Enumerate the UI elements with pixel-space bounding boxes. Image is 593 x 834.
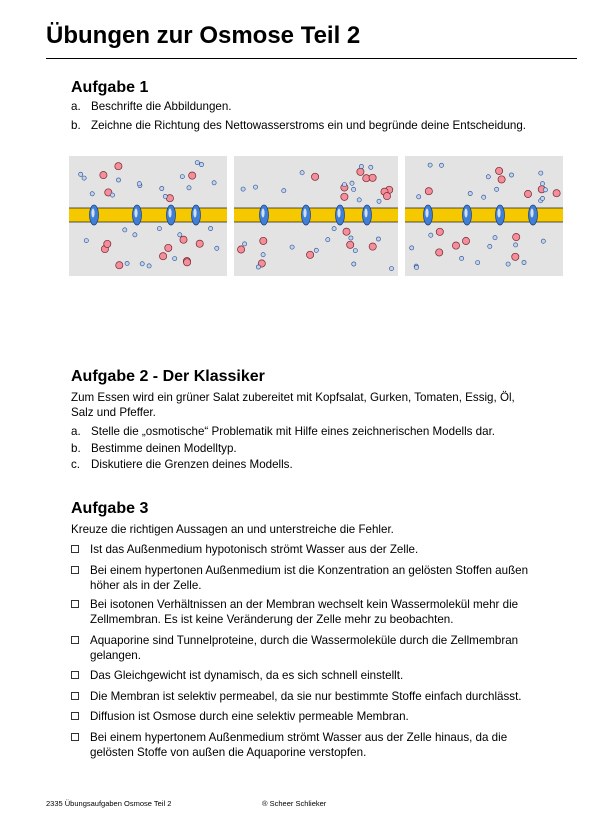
water-molecule: [241, 187, 245, 191]
water-molecule: [116, 178, 120, 182]
title-divider: [46, 58, 577, 59]
solute-particle: [260, 237, 267, 244]
water-molecule: [476, 261, 480, 265]
task2-item-c-text: Diskutiere die Grenzen deines Modells.: [91, 458, 293, 471]
task3-checkbox-6[interactable]: [71, 692, 79, 700]
water-molecule: [137, 182, 141, 186]
water-molecule: [90, 192, 94, 196]
water-molecule: [209, 226, 213, 230]
solute-particle: [180, 236, 187, 243]
water-molecule: [133, 233, 137, 237]
solute-particle: [369, 243, 376, 250]
water-molecule: [357, 198, 361, 202]
osmosis-figure-2: [234, 156, 398, 276]
water-molecule: [243, 242, 247, 246]
solute-particle: [312, 173, 319, 180]
task2-item-a-text: Stelle die „osmotische“ Problematik mit Hilfe eines zeichnerischen Modells dar.: [91, 425, 496, 438]
water-molecule: [180, 175, 184, 179]
water-molecule: [326, 238, 330, 242]
water-molecule: [282, 189, 286, 193]
water-molecule: [541, 239, 545, 243]
water-molecule: [389, 267, 393, 271]
solute-particle: [104, 240, 111, 247]
solute-particle: [436, 228, 443, 235]
solute-particle: [436, 249, 443, 256]
water-molecule: [428, 163, 432, 167]
task2-item-a-label: a.: [71, 425, 81, 438]
task1-item-a-label: a.: [71, 100, 81, 113]
water-molecule: [110, 193, 114, 197]
task3-statement-2-line-2: höher als in der Zelle.: [90, 579, 202, 592]
solute-particle: [165, 244, 172, 251]
aquaporin-highlight: [168, 209, 171, 218]
aquaporin-highlight: [303, 209, 306, 218]
water-molecule: [352, 187, 356, 191]
task1-item-a: [71, 99, 232, 114]
solute-particle: [160, 253, 167, 260]
task3-statement-5-line-1: Das Gleichgewicht ist dynamisch, da es sich schnell einstellt.: [90, 669, 404, 682]
water-molecule: [539, 171, 543, 175]
water-molecule: [353, 249, 357, 253]
task3-statement-2-line-1: Bei einem hypertonen Außenmedium ist die Konzentration an gelösten Stoffen außen: [90, 564, 529, 577]
water-molecule: [514, 243, 518, 247]
task3-intro: Kreuze die richtigen Aussagen an und unterstreiche die Fehler.: [71, 523, 394, 536]
water-molecule: [509, 173, 513, 177]
solute-particle: [115, 163, 122, 170]
water-molecule: [163, 194, 167, 198]
task3-checkbox-7[interactable]: [71, 712, 79, 720]
water-molecule: [199, 162, 203, 166]
water-molecule: [160, 186, 164, 190]
solute-particle: [369, 174, 376, 181]
aquaporin-highlight: [464, 209, 467, 218]
task2-heading: Aufgabe 2 - Der Klassiker: [71, 368, 265, 385]
aquaporin-highlight: [134, 209, 137, 218]
water-molecule: [376, 237, 380, 241]
solute-particle: [343, 228, 350, 235]
water-molecule: [414, 265, 418, 269]
water-molecule: [429, 233, 433, 237]
task3-statement-8-line-1: Bei einem hypertonem Außenmedium strömt Wasser aus der Zelle hinaus, da die: [90, 731, 508, 744]
osmosis-figure-3: [405, 156, 563, 276]
water-molecule: [173, 257, 177, 261]
task2-intro-line-1: Zum Essen wird ein grüner Salat zubereitet mit Kopfsalat, Gurken, Tomaten, Essig, Öl,: [71, 391, 515, 404]
task3-statement-4-line-1: Aquaporine sind Tunnelproteine, durch die Wassermoleküle durch die Zellmembran: [90, 634, 519, 647]
solute-particle: [347, 241, 354, 248]
water-molecule: [261, 253, 265, 257]
water-molecule: [178, 233, 182, 237]
water-molecule: [352, 262, 356, 266]
task3-statement-7-line-1: Diffusion ist Osmose durch eine selektiv permeable Membran.: [90, 710, 409, 723]
water-molecule: [359, 164, 363, 168]
aquaporin-highlight: [497, 209, 500, 218]
footer-document-id: 2335 Übungsaufgaben Osmose Teil 2: [46, 799, 172, 808]
water-molecule: [140, 262, 144, 266]
water-molecule: [215, 246, 219, 250]
solute-particle: [100, 172, 107, 179]
osmosis-figure-1: [69, 156, 227, 276]
water-molecule: [187, 186, 191, 190]
water-molecule: [506, 262, 510, 266]
water-molecule: [540, 196, 544, 200]
aquaporin-highlight: [91, 209, 94, 218]
solute-particle: [341, 193, 348, 200]
task2-item-b-text: Bestimme deinen Modelltyp.: [91, 442, 237, 455]
water-molecule: [486, 175, 490, 179]
water-molecule: [212, 181, 216, 185]
solute-particle: [357, 168, 364, 175]
task3-statement-3-line-1: Bei isotonen Verhältnissen an der Membran wechselt kein Wassermolekül mehr die: [90, 598, 519, 611]
water-molecule: [377, 199, 381, 203]
water-molecule: [147, 264, 151, 268]
solute-particle: [553, 190, 560, 197]
task1-item-a-text: Beschrifte die Abbildungen.: [91, 100, 232, 113]
solute-particle: [307, 251, 314, 258]
water-molecule: [495, 187, 499, 191]
task1-item-b-label: b.: [71, 119, 81, 132]
water-molecule: [256, 265, 260, 269]
task3-checkbox-1[interactable]: [71, 545, 79, 553]
water-molecule: [84, 239, 88, 243]
solute-particle: [383, 193, 390, 200]
task3-statement-4-line-2: gelangen.: [90, 649, 141, 662]
solute-particle: [498, 176, 505, 183]
water-molecule: [314, 248, 318, 252]
water-molecule: [79, 172, 83, 176]
water-molecule: [369, 165, 373, 169]
footer-copyright: ® Scheer Schlieker: [262, 799, 327, 808]
solute-particle: [196, 240, 203, 247]
task3-checkbox-5[interactable]: [71, 671, 79, 679]
aquaporin-highlight: [425, 209, 428, 218]
solute-particle: [184, 259, 191, 266]
water-molecule: [493, 236, 497, 240]
aquaporin-highlight: [530, 209, 533, 218]
water-molecule: [125, 261, 129, 265]
membrane: [234, 208, 398, 222]
water-molecule: [468, 191, 472, 195]
solute-particle: [425, 188, 432, 195]
water-molecule: [482, 195, 486, 199]
solute-particle: [524, 190, 531, 197]
solute-particle: [189, 172, 196, 179]
water-molecule: [522, 260, 526, 264]
water-molecule: [157, 227, 161, 231]
task2-intro-line-2: Salz und Pfeffer.: [71, 406, 156, 419]
water-molecule: [543, 188, 547, 192]
water-molecule: [290, 245, 294, 249]
task3-statement-6-line-1: Die Membran ist selektiv permeabel, da sie nur bestimmte Stoffe einfach durchlässt.: [90, 690, 522, 703]
water-molecule: [439, 163, 443, 167]
task3-checkbox-4[interactable]: [71, 636, 79, 644]
task2-item-b: [71, 441, 237, 456]
water-molecule: [195, 161, 199, 165]
water-molecule: [342, 183, 346, 187]
aquaporin-highlight: [193, 209, 196, 218]
water-molecule: [82, 176, 86, 180]
water-molecule: [410, 246, 414, 250]
water-molecule: [349, 236, 353, 240]
solute-particle: [462, 237, 469, 244]
water-molecule: [460, 256, 464, 260]
water-molecule: [540, 182, 544, 186]
solute-particle: [496, 167, 503, 174]
task2-item-c: [71, 457, 293, 472]
water-molecule: [332, 227, 336, 231]
solute-particle: [452, 242, 459, 249]
solute-particle: [512, 253, 519, 260]
aquaporin-highlight: [337, 209, 340, 218]
solute-particle: [116, 262, 123, 269]
water-molecule: [417, 195, 421, 199]
aquaporin-highlight: [261, 209, 264, 218]
task1-item-b-text: Zeichne die Richtung des Nettowasserstroms ein und begründe deine Entscheidung.: [91, 119, 527, 132]
task3-statement-3-line-2: Zellmembran. Es ist keine Veränderung der Zelle mehr zu beobachten.: [90, 613, 454, 626]
task3-statement-1-line-1: Ist das Außenmedium hypotonisch strömt Wasser aus der Zelle.: [90, 543, 419, 556]
water-molecule: [300, 171, 304, 175]
task1-heading: Aufgabe 1: [71, 79, 149, 96]
solute-particle: [513, 234, 520, 241]
water-molecule: [350, 181, 354, 185]
task3-checkbox-3[interactable]: [71, 600, 79, 608]
task3-heading: Aufgabe 3: [71, 500, 149, 517]
task3-checkbox-8[interactable]: [71, 733, 79, 741]
task3-statement-8-line-2: gelösten Stoffe von außen die Aquaporine verstopfen.: [90, 746, 367, 759]
water-molecule: [123, 228, 127, 232]
task2-item-b-label: b.: [71, 442, 81, 455]
solute-particle: [238, 246, 245, 253]
page-title: Übungen zur Osmose Teil 2: [46, 22, 361, 49]
water-molecule: [488, 244, 492, 248]
aquaporin-highlight: [364, 209, 367, 218]
task2-item-c-label: c.: [71, 458, 81, 471]
task2-item-a: [71, 424, 495, 439]
task3-checkbox-2[interactable]: [71, 566, 79, 574]
task1-item-b: [71, 118, 526, 133]
water-molecule: [253, 185, 257, 189]
